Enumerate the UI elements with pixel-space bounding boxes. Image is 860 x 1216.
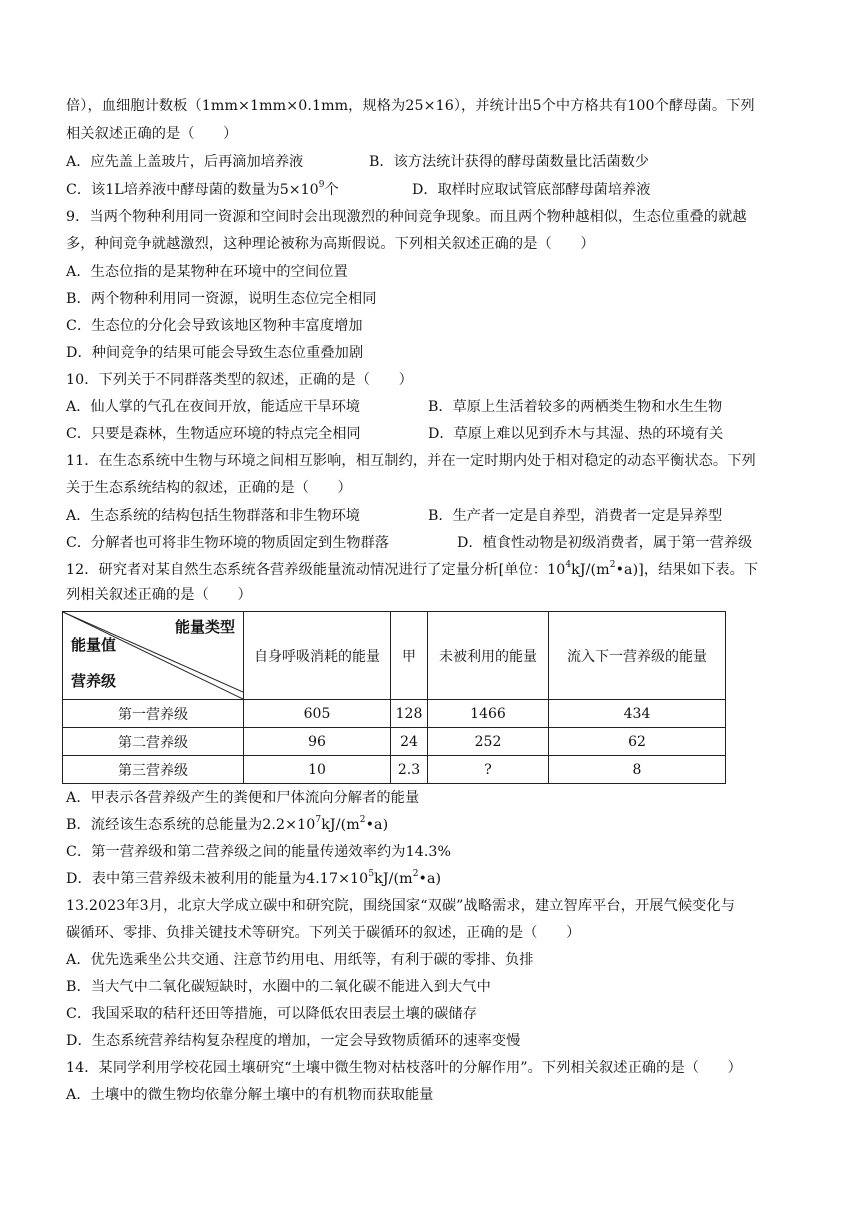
- q13-stem-line1: 13.2023年3月，北京大学成立碳中和研究院，围绕国家“双碳”战略需求，建立智库平台，开展气候变化与: [66, 898, 735, 914]
- q9-option-c: C．生态位的分化会导致该地区物种丰富度增加: [66, 318, 363, 334]
- q11-option-b: B．生产者一定是自养型，消费者一定是异养型: [428, 508, 723, 524]
- q10-option-d: D．草原上难以见到乔木与其湿、热的环境有关: [428, 426, 724, 442]
- q13-option-c: C．我国采取的秸秆还田等措施，可以降低农田表层土壤的碳储存: [66, 1006, 478, 1022]
- q12-stem-unit: kJ/(m: [571, 562, 610, 578]
- q8-option-b: B．该方法统计获得的酵母菌数量比活菌数少: [369, 154, 649, 170]
- diag-label-energy-value: 能量值: [71, 636, 117, 654]
- table-row: [63, 700, 726, 728]
- q13-option-d: D．生态系统营养结构复杂程度的增加，一定会导致物质循环的速率变慢: [66, 1033, 521, 1049]
- q12-stem-text: 12．研究者对某自然生态系统各营养级能量流动情况进行了定量分析[单位：10: [66, 562, 566, 578]
- q12-option-b-unit: kJ/(m: [321, 817, 360, 833]
- cell: 10: [244, 756, 391, 784]
- row-label: 第三营养级: [63, 756, 244, 784]
- col-header-jia: 甲: [391, 612, 428, 700]
- q8-option-a: A．应先盖上盖玻片，后再滴加培养液: [66, 154, 304, 170]
- cell: 8: [549, 756, 726, 784]
- q12-option-d: [66, 869, 806, 889]
- cell: ?: [428, 756, 549, 784]
- q12-stem-line2: 列相关叙述正确的是（ ）: [66, 587, 252, 603]
- q9-option-b: B．两个物种利用同一资源，说明生态位完全相同: [66, 291, 377, 307]
- q13-option-b: B．当大气中二氧化碳短缺时，水圈中的二氧化碳不能进入到大气中: [66, 979, 491, 995]
- q13-option-a: A．优先选乘坐公共交通、注意节约用电、用纸等，有利于碳的零排、负排: [66, 952, 534, 968]
- q8-option-c: [66, 180, 339, 200]
- row-label: 第一营养级: [63, 700, 244, 728]
- table-row: [63, 728, 726, 756]
- q12-option-b-exp: 7: [315, 815, 322, 826]
- q14-stem: 14．某同学利用学校花园土壤研究“土壤中微生物对枯枝落叶的分解作用”。下列相关叙述正确的是（ ）: [66, 1060, 742, 1076]
- diag-label-trophic-level: 营养级: [71, 672, 117, 690]
- q11-stem-line2: 关于生态系统结构的叙述，正确的是（ ）: [66, 480, 352, 496]
- q11-option-c: C．分解者也可将非生物环境的物质固定到生物群落: [66, 535, 389, 551]
- q13-stem-line2: 碳循环、零排、负排关键技术等研究。下列关于碳循环的叙述，正确的是（ ）: [66, 925, 581, 941]
- q9-option-d: D．种间竞争的结果可能会导致生态位重叠加剧: [66, 345, 364, 361]
- energy-flow-table: [62, 611, 726, 784]
- col-header-respiration: 自身呼吸消耗的能量: [244, 612, 391, 700]
- q8-stem-line1: 倍），血细胞计数板（1mm×1mm×0.1mm，规格为25×16），并统计出5个中方格共有100个酵母菌。下列: [66, 98, 755, 114]
- q11-option-a: A．生态系统的结构包括生物群落和非生物环境: [66, 508, 360, 524]
- q14-option-a: A．土壤中的微生物均依靠分解土壤中的有机物而获取能量: [66, 1087, 434, 1103]
- q11-option-d: D．植食性动物是初级消费者，属于第一营养级: [457, 535, 753, 551]
- q8-stem-line2: 相关叙述正确的是（ ）: [66, 126, 238, 142]
- col-header-next-level: 流入下一营养级的能量: [549, 612, 726, 700]
- q12-option-d-exp2: 2: [412, 869, 419, 880]
- cell: 252: [428, 728, 549, 756]
- cell: 62: [549, 728, 726, 756]
- q12-option-b-text: B．流经该生态系统的总能量为2.2×10: [66, 817, 316, 833]
- q9-stem-line1: 9．当两个物种利用同一资源和空间时会出现激烈的种间竞争现象。而且两个物种越相似，生态位重叠的就越: [66, 209, 747, 225]
- q12-option-d-tail: •a): [418, 871, 442, 887]
- cell: 24: [391, 728, 428, 756]
- q9-stem-line2: 多，种间竞争就越激烈，这种理论被称为高斯假说。下列相关叙述正确的是（ ）: [66, 236, 595, 252]
- table-diagonal-header: [63, 612, 244, 700]
- cell: 1466: [428, 700, 549, 728]
- q12-option-d-exp: 5: [368, 869, 375, 880]
- q12-option-a: A．甲表示各营养级产生的粪便和尸体流向分解者的能量: [66, 790, 420, 806]
- q8-option-d: D．取样时应取试管底部酵母菌培养液: [412, 182, 651, 198]
- col-header-unused: 未被利用的能量: [428, 612, 549, 700]
- q12-option-d-unit: kJ/(m: [374, 871, 413, 887]
- q12-option-c: C．第一营养级和第二营养级之间的能量传递效率约为14.3%: [66, 844, 452, 860]
- q12-stem-exp: 4: [565, 560, 572, 571]
- q12-option-b: [66, 815, 806, 835]
- q12-stem-line1: [66, 560, 801, 580]
- q11-stem-line1: 11．在生态系统中生物与环境之间相互影响，相互制约，并在一定时期内处于相对稳定的动态平衡状态。下列: [66, 453, 756, 469]
- q12-option-d-text: D．表中第三营养级未被利用的能量为4.17×10: [66, 871, 369, 887]
- q10-option-b: B．草原上生活着较多的两栖类生物和水生生物: [428, 399, 723, 415]
- diag-label-energy-type: 能量类型: [174, 618, 235, 636]
- cell: 2.3: [391, 756, 428, 784]
- q8-option-c-text: C．该1L培养液中酵母菌的数量为5×10: [66, 182, 319, 198]
- q12-option-b-tail: •a): [365, 817, 389, 833]
- cell: 605: [244, 700, 391, 728]
- q12-stem-tail: •a)]，结果如下表。下: [615, 562, 759, 578]
- q8-option-c-unit: 个: [324, 182, 339, 198]
- q8-option-c-exp: 9: [318, 180, 325, 191]
- cell: 128: [391, 700, 428, 728]
- q10-option-c: C．只要是森林，生物适应环境的特点完全相同: [66, 426, 361, 442]
- q10-option-a: A．仙人掌的气孔在夜间开放，能适应干旱环境: [66, 399, 360, 415]
- cell: 96: [244, 728, 391, 756]
- cell: 434: [549, 700, 726, 728]
- q9-option-a: A．生态位指的是某物种在环境中的空间位置: [66, 264, 348, 280]
- table-row: [63, 756, 726, 784]
- q12-option-b-exp2: 2: [359, 815, 366, 826]
- q12-stem-exp2: 2: [609, 560, 616, 571]
- row-label: 第二营养级: [63, 728, 244, 756]
- q10-stem: 10．下列关于不同群落类型的叙述，正确的是（ ）: [66, 372, 413, 388]
